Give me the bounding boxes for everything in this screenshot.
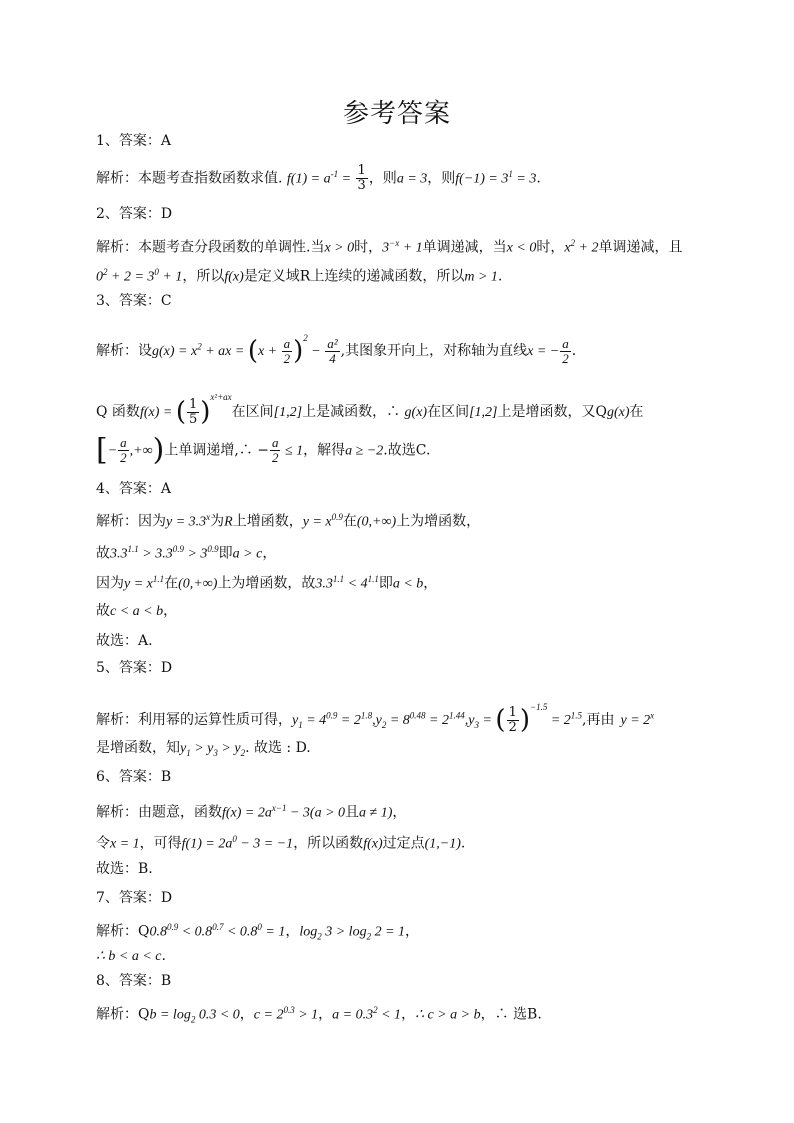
math: = 3 (512, 171, 537, 187)
analysis-4-line-3: 因为$y = x^{1.1}$在(0,+∞)上为增函数，故$3.3^{1.1} < 4^{1.1}$即a < b， (96, 574, 438, 592)
analysis-6-line-3: 故选：B. (96, 861, 153, 877)
analysis-4-line-2: 故$3.3^{1.1} > 3.3^{0.9} > 3^{0.9}$即a > c， (96, 544, 277, 562)
analysis-2-line-1: 解析：本题考查分段函数的单调性.当x > 0时，$3^{-x} + 1$单调递减，当x < 0时，$x^2 + 2$单调递减，且 (96, 238, 683, 256)
answer-7: 7、答案：D (96, 890, 173, 906)
page-title: 参考答案 (342, 99, 451, 129)
math: f(1) = a (286, 171, 331, 187)
analysis-3-line-3: [− $\frac{a}{2}$ ,+∞)上单调递增,∴ − $\frac{a}{2}$ ≤ 1，解得a ≥ −2.故选C. (96, 432, 431, 468)
math: a = 3 (396, 171, 428, 187)
math-sup: 1 (508, 169, 513, 179)
math: = (338, 171, 355, 187)
answer-1: 1、答案：A (96, 133, 172, 149)
answer-5: 5、答案：D (96, 660, 173, 676)
text: . (536, 170, 541, 187)
fraction: $\frac{1}{3}$ (357, 163, 366, 194)
analysis-6-line-1: 解析：由题意，函数$f(x) = 2a^{x-1} - 3(a > 0$且a ≠ 1)， (96, 803, 407, 821)
analysis-4-line-5: 故选：A. (96, 633, 153, 649)
math: f(−1) = 3 (455, 171, 509, 187)
analysis-3-line-1: 解析：设$g(x) = x^2$ + ax = (x + $\frac{a}{2}$ )$^2$ − $\frac{\text{a²}}{4}$ ,其图象开向上，对称轴为直线x = − $\frac{a}{2}$ . (96, 333, 577, 366)
text: ，则 (427, 170, 456, 187)
analysis-6-line-2: 令x = 1，可得$f(1) = 2a^0 - 3 = -1$，所以函数f(x)过定点(1,−1). (96, 834, 466, 852)
answer-8: 8、答案：B (96, 973, 172, 989)
analysis-5-line-1: 解析：利用幂的运算性质可得，$y_1 = 4^{0.9} = 2^{1.8},y_2 = 8^{0.48} = 2^{1.44},y_3$ = ( $\frac{1}{2}$ )$^{-1.5} = 2^{1.5}$,再由 $y = 2^x$ (96, 702, 655, 735)
answer-3: 3、答案：C (96, 293, 172, 309)
math-sup: -1 (330, 169, 339, 179)
analysis-8-line-1: 解析：$Qb = \log_2 0.3 < 0$，$c = 2^{0.3} > 1$，$a = 0.3^2 < 1$，∴ c > a > b，∴ 选B. (96, 1005, 542, 1025)
answer-6: 6、答案：B (96, 769, 172, 785)
analysis-2-line-2: $0^2 + 2 = 3^0 + 1$，所以f(x)是定义域R上连续的递减函数，所以m > 1. (96, 267, 503, 285)
analysis-7-line-2: ∴ b < a < c. (96, 948, 166, 964)
analysis-4-line-4: 故c < a < b， (96, 603, 178, 619)
text: ，则 (368, 170, 397, 187)
analysis-3-line-2: Q 函数f(x) = ( $\frac{1}{5}$ )$^{x^2+ax}$在区间[1,2]上是减函数，∴ g(x)在区间[1,2]上是增函数，又Qg(x)在 (96, 392, 644, 427)
answer-4: 4、答案：A (96, 481, 172, 497)
analysis-1 (96, 163, 541, 193)
analysis-4-line-1: 解析：因为$y = 3.3^x$为R上增函数，$y = x^{0.9}$在(0,+∞)上为增函数， (96, 512, 481, 530)
answer-2: 2、答案：D (96, 206, 173, 222)
analysis-5-line-2: 是增函数，知$y_1 > y_3 > y_2$. 故选 : D. (96, 740, 311, 758)
text: 解析：本题考查指数函数求值. (96, 170, 287, 187)
analysis-7-line-1: 解析：$Q0.8^{0.9} < 0.8^{0.7} < 0.8^0 = 1$，$\log_2 3 > \log_2 2 = 1$， (96, 922, 420, 942)
